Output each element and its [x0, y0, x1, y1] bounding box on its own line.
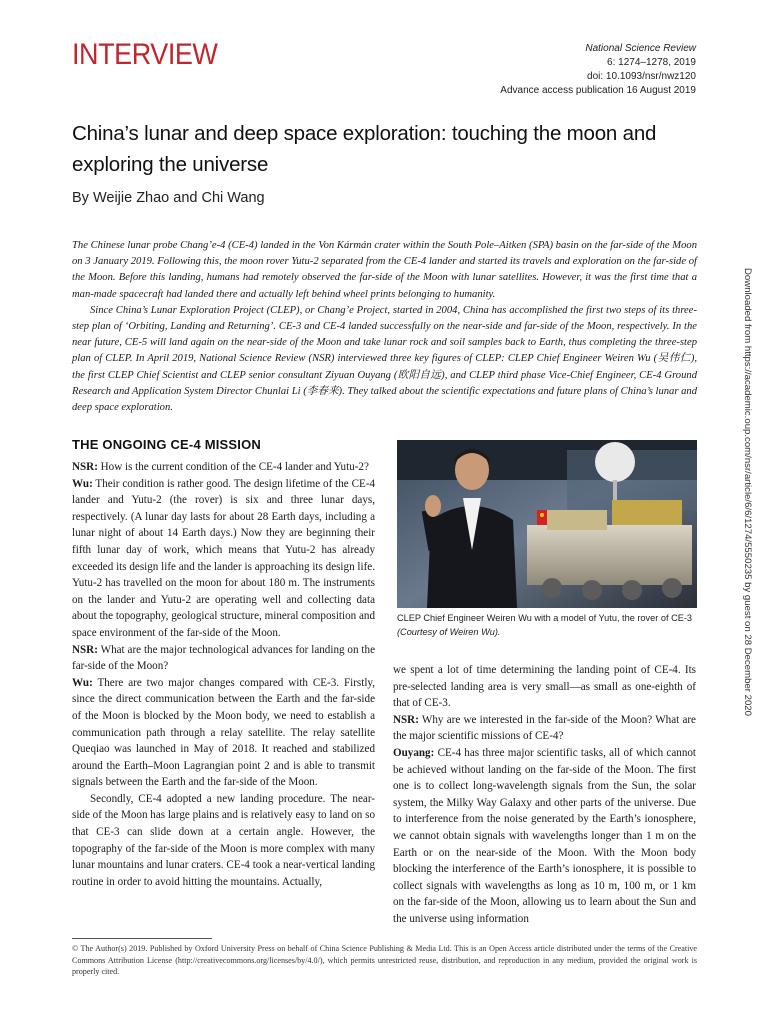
copyright-footer: © The Author(s) 2019. Published by Oxford University Press on behalf of China Science Publishing & Media Ltd. This is an Open Access article distributed under the terms of the Creative Commons Attribution License (http://creativecommons.org/licenses/by/4.0/), which permits unrestricted reuse, distribution, and reproduction in any medium, provided the original work is properly cited.	[72, 944, 697, 977]
interview-paragraph: we spent a lot of time determining the landing point of CE-4. Its pre-selected landing area is very small—as small as one-eighth of that of CE-3.	[393, 664, 696, 710]
caption-credit: (Courtesy of Weiren Wu).	[397, 626, 501, 637]
speaker-label: NSR:	[72, 461, 98, 473]
caption-text: CLEP Chief Engineer Weiren Wu with a model of Yutu, the rover of CE-3	[397, 613, 693, 623]
interview-paragraph: NSR: How is the current condition of the CE-4 lander and Yutu-2?	[72, 461, 369, 473]
journal-metadata	[436, 42, 696, 98]
left-column	[72, 459, 375, 890]
right-column	[393, 662, 696, 928]
volume-info: 6: 1274–1278, 2019	[607, 57, 696, 68]
speaker-label: NSR:	[72, 643, 98, 656]
footer-divider	[72, 938, 212, 939]
speaker-label: Wu:	[72, 477, 93, 490]
abstract	[72, 238, 697, 416]
speaker-label: Ouyang:	[393, 746, 435, 759]
abstract-paragraph: The Chinese lunar probe Chang’e-4 (CE-4) landed in the Von Kármán crater within the South Pole–Aitken (SPA) basin on the far-side of the Moon on 3 January 2019. Following this, the moon rover Yutu-2 separated from the CE-4 lander and started its travels and exploration on the far-side of the Moon. Before this landing, humans had remotely observed the far-side of the Moon with lunar satellites. However, it was the first time that a man-made spacecraft had landed there and actually left behind wheel prints belonging to humanity.	[72, 240, 697, 300]
interview-paragraph: NSR: What are the major technological advances for landing on the far-side of the Moon?	[72, 643, 375, 673]
speaker-label: NSR:	[393, 713, 419, 726]
figure-caption	[397, 612, 700, 639]
photo-illustration	[397, 440, 697, 608]
interview-paragraph: Ouyang: CE-4 has three major scientific tasks, all of which cannot be achieved without landing on the far-side of the Moon. The first one is to collect long-wavelength signals from the Sun, the solar system, the Milky Way Galaxy and other parts of the universe. Due to interference from the noise generated by the Earth’s ionosphere, we cannot obtain signals with wavelengths longer than 1 m on the Earth or on the near-side of the Moon. With the Moon body blocking the interference of the Earth’s ionosphere, it is possible to collect signals with wavelengths as long as 10 m, 100 m, or 1 km on the far-side of the Moon, allowing us to learn about the Sun and the universe using information	[393, 746, 696, 925]
download-watermark: Downloaded from https://academic.oup.com/nsr/article/6/6/1274/5550235 by guest on 28 December 2020	[742, 268, 753, 716]
interview-paragraph: Wu: Their condition is rather good. The design lifetime of the CE-4 lander and Yutu-2 (the rover) is six and three lunar days, respectively. (A lunar day lasts for about 28 Earth days, including a lunar night of about 14 Earth days.) Now they are beginning their fifth lunar day of work, which means that Yutu-2 has already exceeded its design life and the lander is approaching its design life. Yutu-2 has travelled on the moon for about 180 m. The instruments on the lander and Yutu-2 are operating well and collecting data about the topography, geological structure, mineral composition and space environment of the far-side of the Moon.	[72, 477, 375, 639]
speaker-label: Wu:	[72, 676, 93, 689]
abstract-paragraph: Since China’s Lunar Exploration Project (CLEP), or Chang’e Project, started in 2004, China has accomplished the first two steps of its three-step plan of ‘Orbiting, Landing and Returning’. CE-3 and CE-4 landed successfully on the near-side and far-side of the Moon, respectively. In the near future, CE-5 will land again on the near-side of the Moon and take lunar rock and soil samples back to Earth, thus completing the three-step plan of CLEP. In April 2019, National Science Review (NSR) interviewed three key figures of CLEP: CLEP Chief Engineer Weiren Wu (吴伟仁), the first CLEP Chief Scientist and CLEP senior consultant Ziyuan Ouyang (欧阳自远), and CLEP third phase Vice-Chief Engineer, CE-4 Ground Research and Application System Director Chunlai Li (李春来). They talked about the scientific expectations and future plans of China’s lunar and deep space exploration.	[72, 304, 697, 414]
article-title: China’s lunar and deep space exploration: touching the moon and exploring the universe	[72, 122, 657, 176]
interview-paragraph: Wu: There are two major changes compared with CE-3. Firstly, since the direct communication between the Earth and the far-side of the Moon is blocked by the Moon body, we need to establish a communication path through a relay satellite. The relay satellite Queqiao was launched in May of 2018. It reached and stabilized around the Earth–Moon Lagrangian point 2 and is able to transmit signals between the Earth and the far-side of the Moon.	[72, 676, 375, 789]
photo-weiren-wu-with-yutu-model	[397, 440, 697, 608]
doi[interactable]: doi: 10.1093/nsr/nwz120	[587, 71, 696, 82]
interview-paragraph: NSR: Why are we interested in the far-side of the Moon? What are the major scientific missions of CE-4?	[393, 713, 696, 743]
byline: By Weijie Zhao and Chi Wang	[72, 190, 265, 206]
interview-paragraph: Secondly, CE-4 adopted a new landing procedure. The near-side of the Moon has large plains and is relatively easy to land on so that CE-3 can slide down at a certain angle. However, the topography of the far-side of the Moon is more complex with many lunar mountains and lunar craters. CE-4 took a near-vertical landing routine in order to avoid hitting the mountains. Actually,	[72, 792, 375, 888]
section-heading: THE ONGOING CE-4 MISSION	[72, 437, 261, 452]
journal-name: National Science Review	[585, 43, 696, 54]
section-kicker: INTERVIEW	[72, 38, 218, 71]
advance-access-date: Advance access publication 16 August 2019	[500, 85, 696, 96]
